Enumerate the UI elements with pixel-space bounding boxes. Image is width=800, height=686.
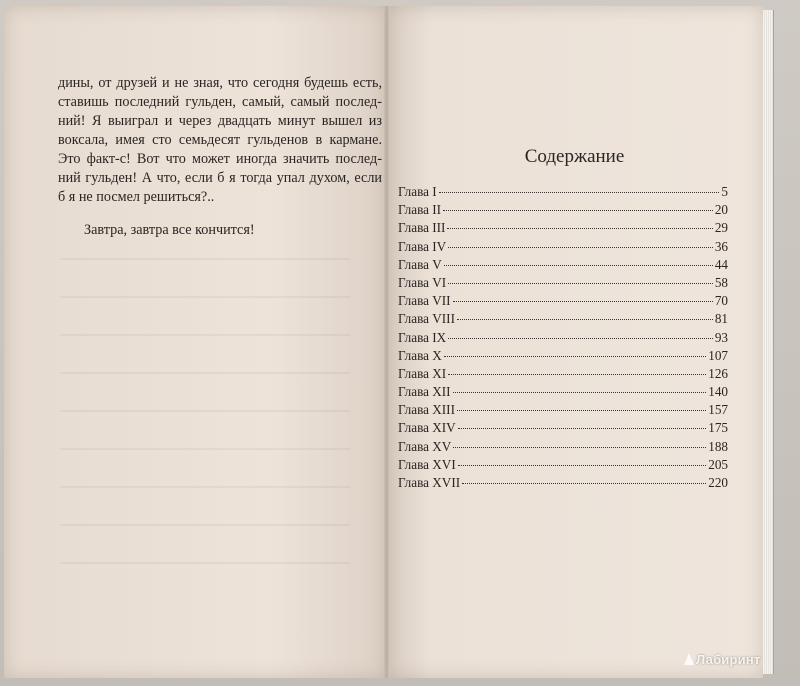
toc-label: Глава III bbox=[398, 220, 446, 236]
toc-label: Глава XIV bbox=[398, 420, 456, 436]
show-through-line bbox=[60, 296, 350, 298]
toc-entry bbox=[398, 311, 728, 329]
toc-label: Глава I bbox=[398, 184, 437, 199]
toc-label: Глава XII bbox=[398, 384, 451, 400]
text-line: воксала, имея сто семьдесят гульденов в кармане. bbox=[58, 132, 382, 148]
toc-label: Глава XI bbox=[398, 365, 447, 381]
toc-label: Глава XIII bbox=[398, 402, 455, 418]
toc-title: Содержание bbox=[524, 146, 625, 167]
toc-entry bbox=[398, 275, 728, 293]
toc-entry bbox=[398, 457, 728, 475]
toc-page-number: 5 bbox=[721, 184, 728, 199]
book-spine bbox=[384, 6, 390, 678]
toc-entry bbox=[398, 475, 728, 493]
watermark bbox=[684, 652, 760, 667]
toc-page-number: 58 bbox=[714, 274, 728, 290]
text-line: дины, от друзей и не зная, что сегодня будешь есть, bbox=[58, 75, 382, 91]
toc-page-number: 44 bbox=[714, 256, 728, 272]
toc-page-number: 157 bbox=[708, 402, 728, 418]
toc-entry bbox=[398, 348, 728, 366]
toc-page-number: 126 bbox=[708, 365, 728, 381]
toc-entry bbox=[398, 384, 728, 402]
show-through-line bbox=[60, 258, 350, 260]
body-text bbox=[58, 74, 382, 240]
toc-entry bbox=[398, 402, 728, 420]
toc-page-number: 93 bbox=[714, 329, 728, 345]
show-through-line bbox=[60, 372, 350, 374]
toc-leader bbox=[444, 265, 713, 266]
toc-leader bbox=[448, 247, 713, 248]
show-through-line bbox=[60, 448, 350, 450]
toc-label: Глава VII bbox=[398, 293, 451, 309]
toc-label: Глава IX bbox=[398, 329, 447, 345]
text-line: б я не посмел решиться?.. bbox=[58, 189, 215, 205]
toc-page-number: 20 bbox=[714, 202, 728, 218]
toc-label: Глава VIII bbox=[398, 311, 455, 327]
toc-page-number: 70 bbox=[714, 293, 728, 309]
show-through-line bbox=[60, 524, 350, 526]
toc-leader bbox=[457, 319, 713, 320]
toc-page-number: 107 bbox=[708, 347, 728, 363]
toc-page-number: 81 bbox=[714, 311, 728, 327]
toc-page-number: 188 bbox=[708, 438, 728, 454]
toc-page-number: 36 bbox=[714, 238, 728, 254]
toc-page-number: 29 bbox=[714, 220, 728, 236]
toc-label: Глава VI bbox=[398, 274, 447, 290]
toc-label: Глава XVI bbox=[398, 456, 456, 472]
toc-entry bbox=[398, 439, 728, 457]
toc-page-number: 140 bbox=[708, 384, 728, 400]
toc-entry bbox=[398, 420, 728, 438]
toc-leader bbox=[462, 483, 706, 484]
table-of-contents bbox=[398, 184, 728, 493]
toc-leader bbox=[458, 465, 707, 466]
toc-leader bbox=[447, 228, 712, 229]
page-edges bbox=[763, 10, 774, 674]
toc-entry bbox=[398, 202, 728, 220]
toc-page-number: 205 bbox=[708, 456, 728, 472]
toc-leader bbox=[448, 338, 713, 339]
toc-entry bbox=[398, 239, 728, 257]
labyrinth-logo-icon bbox=[684, 653, 694, 665]
toc-leader bbox=[458, 428, 707, 429]
toc-leader bbox=[443, 210, 713, 211]
final-paragraph: Завтра, завтра все кончится! bbox=[84, 222, 255, 238]
show-through-line bbox=[60, 562, 350, 564]
watermark-text: Лабиринт bbox=[696, 652, 761, 667]
text-line: ний! Я выиграл и через двадцать минут вышел из bbox=[58, 113, 382, 129]
toc-page-number: 175 bbox=[708, 420, 728, 436]
toc-leader bbox=[457, 410, 706, 411]
toc-entry bbox=[398, 257, 728, 275]
toc-page-number: 220 bbox=[708, 475, 728, 490]
toc-leader bbox=[453, 447, 706, 448]
toc-leader bbox=[444, 356, 706, 357]
toc-leader bbox=[439, 192, 720, 193]
toc-leader bbox=[453, 392, 707, 393]
toc-label: Глава II bbox=[398, 202, 442, 218]
toc-leader bbox=[448, 283, 713, 284]
toc-label: Глава XVII bbox=[398, 475, 461, 490]
toc-entry bbox=[398, 366, 728, 384]
toc-entry bbox=[398, 184, 728, 202]
show-through-line bbox=[60, 334, 350, 336]
show-through-line bbox=[60, 410, 350, 412]
text-line: ний гульден! А что, если б я тогда упал духом, если bbox=[58, 170, 382, 186]
text-line: Это факт-с! Вот что может иногда значить послед- bbox=[58, 151, 382, 167]
toc-label: Глава V bbox=[398, 256, 442, 272]
toc-leader bbox=[453, 301, 713, 302]
toc-leader bbox=[448, 374, 706, 375]
toc-label: Глава X bbox=[398, 347, 442, 363]
toc-label: Глава XV bbox=[398, 438, 452, 454]
toc-entry bbox=[398, 293, 728, 311]
show-through-line bbox=[60, 486, 350, 488]
text-line: ставишь последний гульден, самый, самый послед- bbox=[58, 94, 382, 110]
toc-label: Глава IV bbox=[398, 238, 447, 254]
toc-entry bbox=[398, 330, 728, 348]
toc-entry bbox=[398, 220, 728, 238]
